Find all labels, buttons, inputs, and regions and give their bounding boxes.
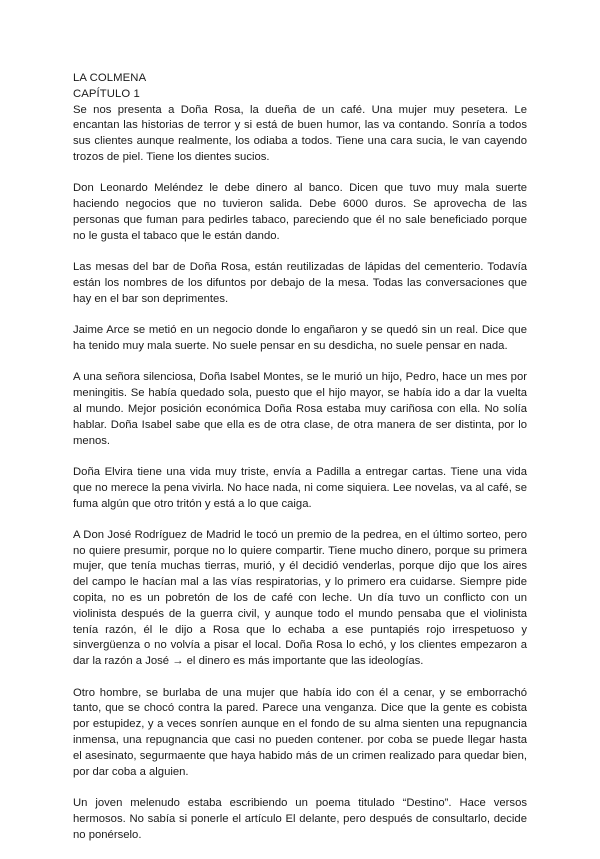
paragraph-joven-melenudo: Un joven melenudo estaba escribiendo un poema titulado “Destino”. Hace versos hermosos. No sabía si ponerle el artículo El delante, pero después de consultarlo, decide no ponérselo. [73, 797, 527, 841]
document-title: LA COLMENA [73, 72, 147, 84]
document-page [73, 71, 527, 859]
paragraph-otro-hombre: Otro hombre, se burlaba de una mujer que había ido con él a cenar, y se emborrachó tanto, que se chocó contra la pared. Parece una venganza. Dice que la gente es cobista por estupidez, y a veces sonríen aunque en el fondo de su alma sienten una repugnancia inmensa, una repugnancia que casi no pueden contener. por coba se puede llegar hasta el asesinato, segurmaente que haya habido más de un crimen realizado para quedar bien, por dar coba a alguien. [73, 686, 527, 778]
paragraph-dona-rosa: Se nos presenta a Doña Rosa, la dueña de un café. Una mujer muy pesetera. Le encantan las historias de terror y si está de buen humor, las va contando. Sonría a todos sus clientes aunque realmente, los odiaba a todos. Tiene una cara sucia, le van cayendo trozos de piel. Tiene los dientes sucios. [73, 103, 527, 163]
paragraph-isabel-montes: A una señora silenciosa, Doña Isabel Montes, se le murió un hijo, Pedro, hace un mes por meningitis. Se había quedado sola, puesto que el hijo mayor, se había ido a dar la vuelta al mundo. Mejor posición económica Doña Rosa estaba muy cariñosa con ella. No solía hablar. Doña Isabel sabe que ella es de otra clase, de otra manera de ser distinta, por lo menos. [73, 371, 527, 447]
paragraph-jose-rodriguez: A Don José Rodríguez de Madrid le tocó un premio de la pedrea, en el último sorteo, pero no quiere presumir, porque no lo quiere compartir. Tiene mucho dinero, porque su primera mujer, que tenía muchas tierras, murió, y él decidió venderlas, porque dijo que los aires del campo le hacían mal a las vías respiratorias, y lo primero era cuidarse. Siempre pide copita, no es un pobretón de los de café con leche. Un día tuvo un conflicto con un violinista después de la guerra civil, y aunque todo el mundo pensaba que el violinista tenía razón, él le dijo a Rosa que lo echaba a ese puntapiés rojo irrespetuoso y sinvergüenza o no volvía a pisar el local. Doña Rosa lo echó, y los clientes empezaron a dar la razón a José → el dinero es más importante que las ideologías. [73, 528, 527, 668]
paragraph-dona-elvira: Doña Elvira tiene una vida muy triste, envía a Padilla a entregar cartas. Tiene una vida que no merece la pena vivirla. No hace nada, ni come siquiera. Lee novelas, va al café, se fuma algún que otro tritón y está a lo que caiga. [73, 465, 527, 510]
paragraph-mesas-del-bar: Las mesas del bar de Doña Rosa, están reutilizadas de lápidas del cementerio. Todavía están los nombres de los difuntos por debajo de la mesa. Todas las conversaciones que hay en el bar son deprimentes. [73, 261, 527, 305]
paragraph-leonardo-melendez: Don Leonardo Meléndez le debe dinero al banco. Dicen que tuvo muy mala suerte haciendo negocios que no tuvieron salida. Debe 6000 duros. Se aprovecha de las personas que fuman para pedirles tabaco, pareciendo que él no sale beneficiado porque no le gusta el tabaco que le están dando. [73, 182, 527, 242]
paragraph-jaime-arce: Jaime Arce se metió en un negocio donde lo engañaron y se quedó sin un real. Dice que ha tenido muy mala suerte. No suele pensar en su desdicha, no suele pensar en nada. [73, 324, 527, 352]
chapter-heading: CAPÍTULO 1 [73, 87, 140, 100]
